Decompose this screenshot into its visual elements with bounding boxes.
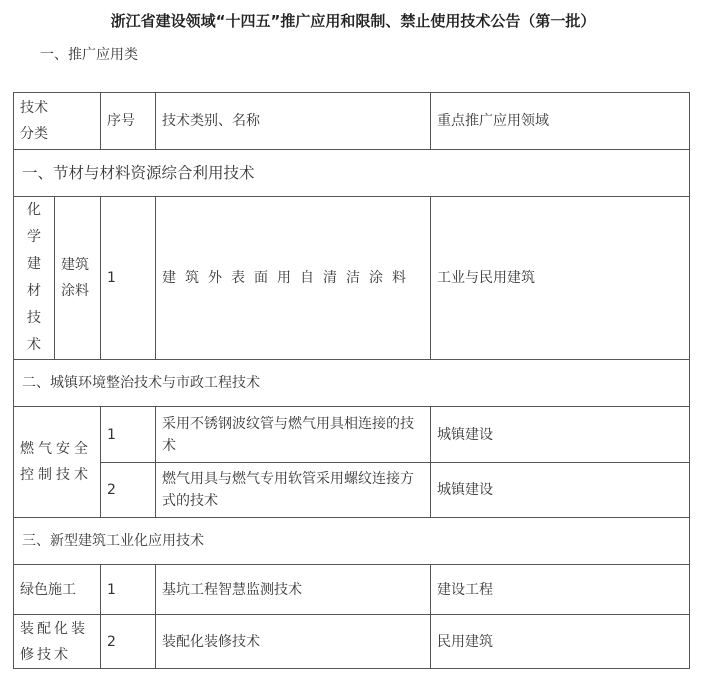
group-cell: 化学建材技术	[14, 197, 55, 360]
name-cell: 装配化装修技术	[156, 615, 431, 669]
table-row	[14, 197, 690, 360]
field-cell: 城镇建设	[431, 407, 690, 463]
subgroup-cell: 建筑涂料	[55, 197, 101, 360]
header-name: 技术类别、名称	[156, 93, 431, 150]
header-category: 技术分类	[14, 93, 101, 150]
technology-table	[13, 92, 690, 669]
table-row	[14, 407, 690, 463]
header-number: 序号	[101, 93, 156, 150]
section-heading: 一、推广应用类	[40, 47, 138, 63]
section-row	[14, 150, 690, 197]
table-header-row	[14, 93, 690, 150]
number-cell: 2	[101, 615, 156, 669]
group-cell: 装配化装修技术	[14, 615, 101, 669]
group-cell: 绿色施工	[14, 565, 101, 615]
number-cell: 2	[101, 463, 156, 518]
table-row	[14, 615, 690, 669]
number-cell: 1	[101, 197, 156, 360]
table-row	[14, 463, 690, 518]
section-row	[14, 360, 690, 407]
name-cell: 基坑工程智慧监测技术	[156, 565, 431, 615]
section-row	[14, 518, 690, 565]
name-cell: 采用不锈钢波纹管与燃气用具相连接的技术	[156, 407, 431, 463]
group-cell: 燃气安全控制技术	[14, 407, 101, 518]
document-title: 浙江省建设领域“十四五”推广应用和限制、禁止使用技术公告（第一批）	[110, 12, 596, 30]
header-field: 重点推广应用领域	[431, 93, 690, 150]
section-title: 二、城镇环境整治技术与市政工程技术	[14, 360, 690, 407]
section-title: 三、新型建筑工业化应用技术	[14, 518, 690, 565]
section-title: 一、节材与材料资源综合利用技术	[14, 150, 690, 197]
field-cell: 城镇建设	[431, 463, 690, 518]
number-cell: 1	[101, 407, 156, 463]
number-cell: 1	[101, 565, 156, 615]
table-row	[14, 565, 690, 615]
field-cell: 民用建筑	[431, 615, 690, 669]
name-cell: 燃气用具与燃气专用软管采用螺纹连接方式的技术	[156, 463, 431, 518]
name-cell: 建筑外表面用自清洁涂料	[156, 197, 431, 360]
field-cell: 工业与民用建筑	[431, 197, 690, 360]
field-cell: 建设工程	[431, 565, 690, 615]
